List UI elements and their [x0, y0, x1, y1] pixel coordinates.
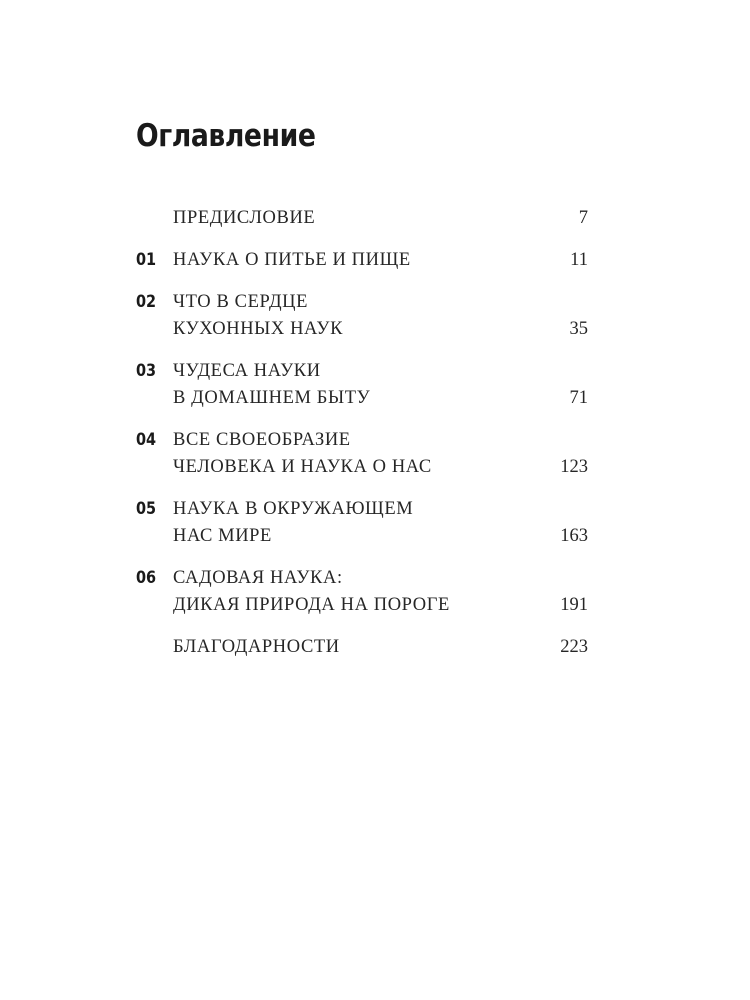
chapter-title: ЧУДЕСА НАУКИ	[173, 361, 321, 381]
toc-line	[136, 523, 588, 550]
toc-line	[136, 496, 588, 523]
toc-entry	[136, 634, 588, 661]
toc-entry	[136, 205, 588, 232]
toc-line	[136, 385, 588, 412]
page-number: 163	[560, 526, 588, 546]
toc-entry	[136, 247, 588, 274]
chapter-title: ЧТО В СЕРДЦЕ	[173, 292, 309, 312]
toc-entry	[136, 496, 588, 550]
toc-line	[136, 289, 588, 316]
chapter-title: ДИКАЯ ПРИРОДА НА ПОРОГЕ	[173, 595, 450, 615]
chapter-number: 02	[136, 292, 157, 312]
toc-entry	[136, 565, 588, 619]
chapter-number: 03	[136, 361, 157, 381]
chapter-title: САДОВАЯ НАУКА:	[173, 568, 343, 588]
toc-line	[136, 592, 588, 619]
toc-line	[136, 358, 588, 385]
chapter-title: НАУКА О ПИТЬЕ И ПИЩЕ	[173, 250, 411, 270]
toc-line	[136, 565, 588, 592]
page-number: 11	[570, 250, 588, 270]
toc-line	[136, 205, 588, 232]
toc-line	[136, 316, 588, 343]
chapter-title: В ДОМАШНЕМ БЫТУ	[173, 388, 371, 408]
chapter-title: ПРЕДИСЛОВИЕ	[173, 208, 316, 228]
toc-line	[136, 634, 588, 661]
table-of-contents	[136, 205, 588, 676]
toc-entry	[136, 427, 588, 481]
chapter-title: НАУКА В ОКРУЖАЮЩЕМ	[173, 499, 414, 519]
chapter-title: БЛАГОДАРНОСТИ	[173, 637, 340, 657]
toc-entry	[136, 289, 588, 343]
chapter-number: 01	[136, 250, 157, 270]
page-number: 35	[569, 319, 588, 339]
page-number: 7	[578, 208, 588, 228]
page-title: Оглавление	[136, 118, 316, 154]
chapter-title: НАС МИРЕ	[173, 526, 272, 546]
toc-entry	[136, 358, 588, 412]
chapter-number: 06	[136, 568, 157, 588]
page-number: 223	[560, 637, 588, 657]
page-number: 123	[560, 457, 588, 477]
page-number: 71	[569, 388, 588, 408]
chapter-title: КУХОННЫХ НАУК	[173, 319, 344, 339]
chapter-title: ВСЕ СВОЕОБРАЗИЕ	[173, 430, 351, 450]
toc-line	[136, 427, 588, 454]
toc-line	[136, 247, 588, 274]
chapter-title: ЧЕЛОВЕКА И НАУКА О НАС	[173, 457, 432, 477]
toc-line	[136, 454, 588, 481]
chapter-number: 04	[136, 430, 157, 450]
chapter-number: 05	[136, 499, 157, 519]
page-number: 191	[560, 595, 588, 615]
